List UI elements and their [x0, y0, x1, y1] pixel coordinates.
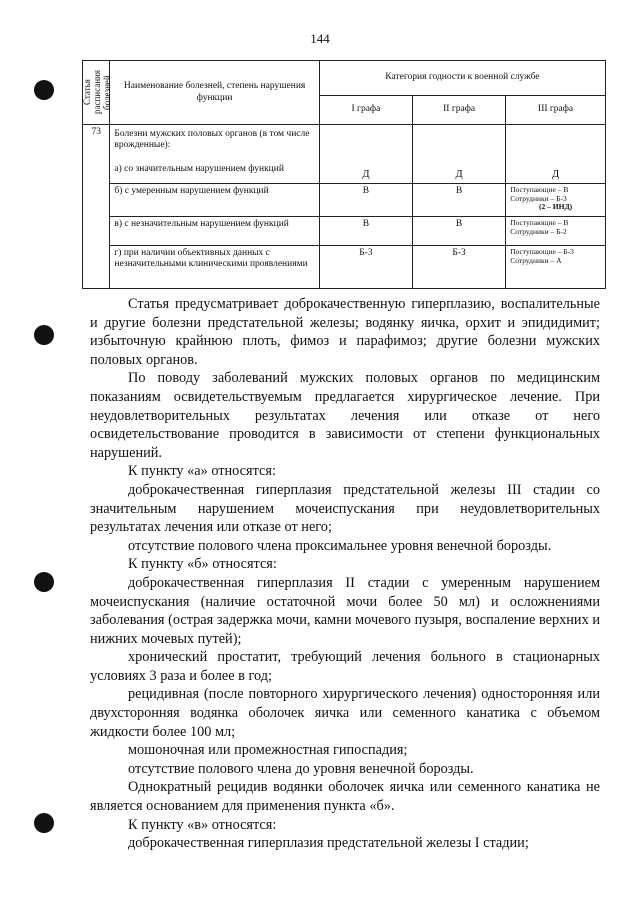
- illness-schedule-table: [82, 60, 606, 289]
- paragraph: По поводу заболеваний мужских половых органов по медицинским показаниям освидетельствуемым предлагается хирургическое лечение. При неудовлетворительных результатах лечения или отказе от него освидетельствование проводится в зависимости от степени функциональных нарушений.: [90, 370, 600, 461]
- paragraph: Однократный рецидив водянки оболочек яичка или семенного канатика не является основанием для применения пункта «б».: [90, 779, 600, 815]
- article-number: 73: [83, 125, 110, 289]
- paragraph: К пункту «в» относятся:: [128, 816, 277, 833]
- cell-grafa-2: В: [413, 184, 506, 217]
- cell-grafa-2: Б-3: [413, 246, 506, 289]
- table-row: [83, 184, 606, 217]
- paragraph: доброкачественная гиперплазия предстательной железы I стадии;: [128, 835, 529, 852]
- paragraph: хронический простатит, требующий лечения больного в стационарных условиях 3 раза и более в год;: [90, 649, 600, 684]
- row-label: в) с незначительным нарушением функций: [110, 217, 319, 246]
- cell-grafa-3: Д: [506, 125, 606, 184]
- header-name: Наименование болезней, степень нарушения функции: [110, 61, 319, 125]
- cell-grafa-3: Поступающие – В Сотрудники – Б-3 (2 – ИНД): [506, 184, 606, 217]
- paragraph: отсутствие полового члена до уровня венечной борозды.: [128, 760, 474, 777]
- cell-grafa-1: В: [319, 217, 412, 246]
- article-title: Болезни мужских половых органов (в том числе врожденные):: [114, 129, 310, 151]
- page-number: 144: [310, 31, 330, 46]
- paragraph: Статья предусматривает доброкачественную гиперплазию, воспалительные и другие болезни предстательной железы; водянку яичка, орхит и эпидидимит; избыточную крайнюю плоть, фимоз и парафимоз; другие болезни мужских половых органов.: [90, 296, 600, 368]
- paragraph: доброкачественная гиперплазия предстательной железы III стадии со значительным нарушением мочеиспускания при неудовлетворительных результатах лечения или отказе от него;: [90, 481, 600, 536]
- paragraph: отсутствие полового члена проксимальнее уровня венечной борозды.: [128, 537, 552, 554]
- header-article: Статья расписания болезней: [83, 61, 110, 125]
- paragraph: К пункту «б» относятся:: [128, 556, 277, 573]
- paragraph: доброкачественная гиперплазия II стадии с умеренным нарушением мочеиспускания (наличие остаточной мочи более 50 мл) и осложнениями заболевания (острая задержка мочи, камни мочевого пузыря, воспаление верхних и нижних мочевых путей);: [90, 574, 600, 647]
- punch-hole: [34, 325, 54, 345]
- punch-hole: [34, 813, 54, 833]
- row-label: б) с умеренным нарушением функций: [110, 184, 319, 217]
- table-row: [83, 246, 606, 289]
- punch-hole: [34, 80, 54, 100]
- cell-grafa-1: Б-3: [319, 246, 412, 289]
- header-category: Категория годности к военной службе: [319, 61, 605, 96]
- row-label: г) при наличии объективных данных с незначительными клиническими проявлениями: [110, 246, 319, 289]
- table-row: [83, 125, 606, 184]
- row-label: Болезни мужских половых органов (в том числе врожденные): а) со значительным нарушением функций: [110, 125, 319, 184]
- body-text: [90, 295, 600, 853]
- cell-grafa-1: В: [319, 184, 412, 217]
- header-grafa-3: III графа: [506, 96, 606, 125]
- paragraph: мошоночная или промежностная гипоспадия;: [128, 742, 408, 759]
- cell-grafa-3: Поступающие – В Сотрудники – Б-2: [506, 217, 606, 246]
- punch-hole: [34, 572, 54, 592]
- paragraph: К пункту «а» относятся:: [128, 463, 276, 480]
- paragraph: рецидивная (после повторного хирургического лечения) односторонняя или двухсторонняя водянка оболочек яичка или семенного канатика с объемом жидкости более 100 мл;: [90, 686, 600, 740]
- cell-grafa-3: Поступающие – Б-3 Сотрудники – А: [506, 246, 606, 289]
- cell-grafa-2: В: [413, 217, 506, 246]
- table-row: [83, 217, 606, 246]
- cell-grafa-1: Д: [319, 125, 412, 184]
- header-grafa-2: II графа: [413, 96, 506, 125]
- cell-grafa-2: Д: [413, 125, 506, 184]
- header-grafa-1: I графа: [319, 96, 412, 125]
